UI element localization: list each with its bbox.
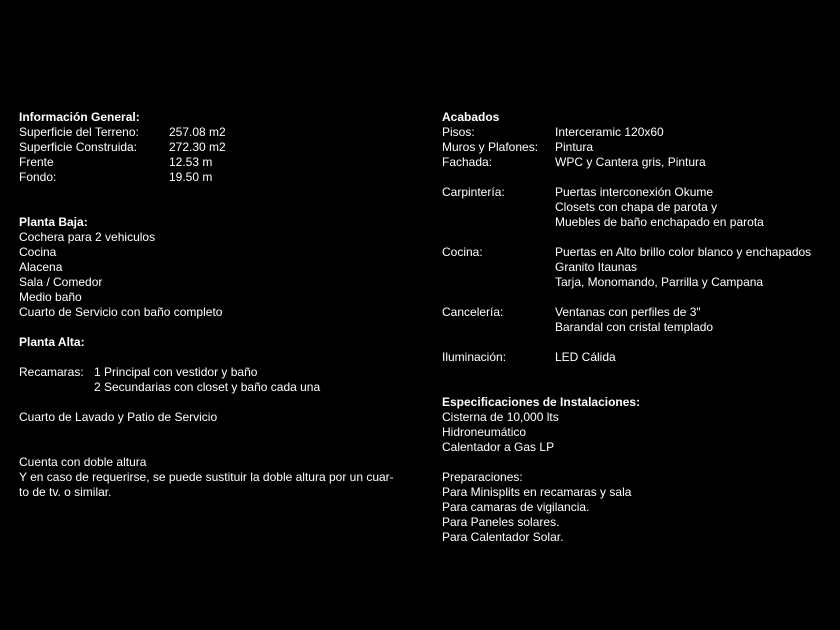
finish-row [442,245,837,260]
spec-row [19,140,419,155]
spacer [442,365,837,395]
list-item: Calentador a Gas LP [442,440,555,454]
finish-value: Ventanas con perfiles de 3" [555,305,701,319]
finish-label-spacer [442,260,555,275]
spec-value: 257.08 m2 [169,125,226,139]
spec-value: 272.30 m2 [169,140,226,154]
spacer [19,395,419,410]
finish-row [442,305,837,320]
finish-label: Cocina: [442,245,483,259]
finish-value: Barandal con cristal templado [555,320,714,334]
spec-label: Frente [19,155,54,169]
list-item: Para Calentador Solar. [442,530,564,544]
finish-value: LED Cálida [555,350,616,364]
spacer [442,335,837,350]
finish-row [442,125,837,140]
doble-altura-note: to de tv. o similar. [19,485,112,499]
recamaras-row [19,365,419,380]
finish-row [442,320,837,335]
list-item: Para camaras de vigilancia. [442,500,590,514]
spec-label: Superficie Construida: [19,140,138,154]
list-item: Sala / Comedor [19,275,103,289]
recamaras-item: 1 Principal con vestidor y baño [94,365,258,379]
spacer [19,350,419,365]
list-item: Cocina [19,245,57,259]
finish-label-spacer [442,320,555,335]
finish-value: WPC y Cantera gris, Pintura [555,155,706,169]
finish-label: Muros y Plafones: [442,140,539,154]
finish-row [442,185,837,200]
instalaciones-heading: Especificaciones de Instalaciones: [442,395,641,409]
finish-label: Iluminación: [442,350,507,364]
finish-row [442,350,837,365]
list-item: Hidroneumático [442,425,527,439]
finish-label: Cancelería: [442,305,504,319]
acabados-heading: Acabados [442,110,500,124]
finish-value: Puertas interconexión Okume [555,185,714,199]
recamaras-label: Recamaras: [19,365,84,379]
finish-value: Puertas en Alto brillo color blanco y enchapados [555,245,812,259]
general-info-heading: Información General: [19,110,140,124]
finish-row [442,275,837,290]
spacer [19,320,419,335]
spec-value: 19.50 m [169,170,213,184]
finish-row [442,200,837,215]
list-item: Cochera para 2 vehiculos [19,230,156,244]
spacer [442,230,837,245]
list-item: Alacena [19,260,63,274]
finish-label-spacer [442,275,555,290]
finish-label: Carpintería: [442,185,505,199]
list-item: Para Paneles solares. [442,515,560,529]
spec-row [19,170,419,185]
spec-label: Fondo: [19,170,57,184]
finish-value: Muebles de baño enchapado en parota [555,215,764,229]
recamaras-item: 2 Secundarias con closet y baño cada una [94,380,321,394]
finish-label-spacer [442,215,555,230]
lavado-line: Cuarto de Lavado y Patio de Servicio [19,410,218,424]
finish-row [442,155,837,170]
finish-value: Closets con chapa de parota y [555,200,718,214]
finish-label: Pisos: [442,125,475,139]
finish-value: Granito Itaunas [555,260,638,274]
spec-label: Superficie del Terreno: [19,125,139,139]
recamaras-row [19,380,419,395]
planta-baja-heading: Planta Baja: [19,215,88,229]
spec-row [19,125,419,140]
spacer [442,455,837,470]
finish-value: Tarja, Monomando, Parrilla y Campana [555,275,764,289]
doble-altura-line: Cuenta con doble altura [19,455,147,469]
spacer [19,425,419,455]
finish-value: Pintura [555,140,594,154]
finish-row [442,215,837,230]
spec-value: 12.53 m [169,155,213,169]
right-column [442,110,837,545]
list-item: Medio baño [19,290,82,304]
finish-label-spacer [442,200,555,215]
preparaciones-heading: Preparaciones: [442,470,523,484]
finish-row [442,140,837,155]
spacer [442,170,837,185]
left-column [19,110,419,500]
spacer [19,185,419,215]
spacer [442,290,837,305]
list-item: Cuarto de Servicio con baño completo [19,305,223,319]
doble-altura-note: Y en caso de requerirse, se puede sustituir la doble altura por un cuar- [19,470,394,484]
spec-row [19,155,419,170]
finish-row [442,260,837,275]
finish-label: Fachada: [442,155,493,169]
planta-alta-heading: Planta Alta: [19,335,85,349]
recamaras-label-spacer [19,380,94,395]
list-item: Para Minisplits en recamaras y sala [442,485,632,499]
list-item: Cisterna de 10,000 lts [442,410,559,424]
finish-value: Interceramic 120x60 [555,125,664,139]
